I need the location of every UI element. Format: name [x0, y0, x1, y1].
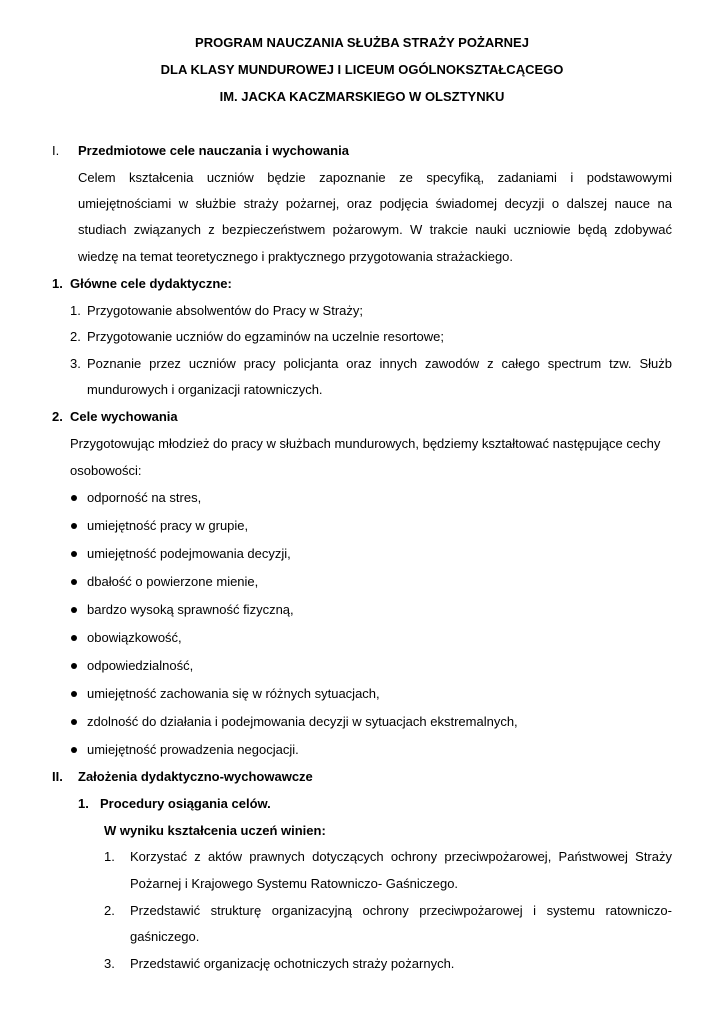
- outcome-item-text: Korzystać z aktów prawnych dotyczących ochrony przeciwpożarowej, Państwowej Straży: [130, 849, 672, 864]
- upbringing-title: Cele wychowania: [70, 409, 178, 424]
- trait-list-item: dbałość o powierzone mienie,: [87, 574, 259, 589]
- outcome-item-text-continued: Pożarnej i Krajowego Systemu Ratowniczo- Gaśniczego.: [130, 876, 459, 891]
- bullet-icon: [71, 551, 77, 557]
- goal-item-number: 1.: [70, 303, 81, 318]
- upbringing-number: 2.: [52, 409, 63, 424]
- goals-title: Główne cele dydaktyczne:: [70, 276, 232, 291]
- upbringing-intro-line-2: osobowości:: [70, 463, 142, 478]
- section-1-paragraph-line-4: wiedzę na temat teoretycznego i praktycznego przygotowania strażackiego.: [78, 249, 514, 264]
- trait-list-item: zdolność do działania i podejmowania decyzji w sytuacjach ekstremalnych,: [87, 714, 518, 729]
- outcome-item-number: 3.: [104, 956, 115, 971]
- header-line-2: DLA KLASY MUNDUROWEJ I LICEUM OGÓLNOKSZTAŁCĄCEGO: [160, 62, 564, 77]
- outcome-item-text-continued: gaśniczego.: [130, 929, 200, 944]
- section-1-paragraph-line-2: umiejętnościami w służbie straży pożarnej, oraz podjęcia świadomej decyzji o dalszej nauce na: [78, 196, 672, 211]
- bullet-icon: [71, 579, 77, 585]
- trait-list-item: odporność na stres,: [87, 490, 202, 505]
- trait-list-item: odpowiedzialność,: [87, 658, 194, 673]
- goal-item-text: Poznanie przez uczniów pracy policjanta oraz innych zawodów z całego spectrum tzw. Służb: [87, 356, 672, 371]
- bullet-icon: [71, 523, 77, 529]
- trait-list-item: umiejętność podejmowania decyzji,: [87, 546, 291, 561]
- section-1-title: Przedmiotowe cele nauczania i wychowania: [78, 143, 349, 158]
- bullet-icon: [71, 495, 77, 501]
- outcome-item-text: Przedstawić strukturę organizacyjną ochrony przeciwpożarowej i systemu ratowniczo-: [130, 903, 672, 918]
- goal-item-text: Przygotowanie absolwentów do Pracy w Straży;: [87, 303, 364, 318]
- goal-item-number: 3.: [70, 356, 81, 371]
- trait-list-item: obowiązkowość,: [87, 630, 182, 645]
- section-2-title: Założenia dydaktyczno-wychowawcze: [78, 769, 313, 784]
- goals-number: 1.: [52, 276, 63, 291]
- learning-outcomes-title: W wyniku kształcenia uczeń winien:: [104, 823, 326, 838]
- section-1-paragraph-line-1: Celem kształcenia uczniów będzie zapoznanie ze specyfiką, zadaniami i podstawowymi: [78, 170, 672, 185]
- header-line-1: PROGRAM NAUCZANIA SŁUŻBA STRAŻY POŻARNEJ: [195, 35, 529, 50]
- outcome-item-text: Przedstawić organizację ochotniczych straży pożarnych.: [130, 956, 455, 971]
- outcome-item-number: 1.: [104, 849, 115, 864]
- bullet-icon: [71, 663, 77, 669]
- section-2-number: II.: [52, 769, 63, 784]
- bullet-icon: [71, 719, 77, 725]
- bullet-icon: [71, 691, 77, 697]
- trait-list-item: umiejętność pracy w grupie,: [87, 518, 249, 533]
- procedures-number: 1.: [78, 796, 89, 811]
- section-1-number: I.: [52, 143, 60, 158]
- bullet-icon: [71, 635, 77, 641]
- trait-list-item: umiejętność zachowania się w różnych sytuacjach,: [87, 686, 380, 701]
- header-line-3: IM. JACKA KACZMARSKIEGO W OLSZTYNKU: [219, 89, 505, 104]
- bullet-icon: [71, 747, 77, 753]
- bullet-icon: [71, 607, 77, 613]
- procedures-title: Procedury osiągania celów.: [100, 796, 271, 811]
- trait-list-item: bardzo wysoką sprawność fizyczną,: [87, 602, 294, 617]
- goal-item-text: Przygotowanie uczniów do egzaminów na uczelnie resortowe;: [87, 329, 444, 344]
- trait-list-item: umiejętność prowadzenia negocjacji.: [87, 742, 299, 757]
- outcome-item-number: 2.: [104, 903, 115, 918]
- upbringing-intro-line-1: Przygotowując młodzież do pracy w służbach mundurowych, będziemy kształtować następujące cechy: [70, 436, 661, 451]
- goal-item-number: 2.: [70, 329, 81, 344]
- section-1-paragraph-line-3: studiach związanych z bezpieczeństwem pożarowym. W trakcie nauki uczniowie będą zdobywać: [78, 222, 672, 237]
- goal-item-text-continued: mundurowych i organizacji ratowniczych.: [87, 382, 323, 397]
